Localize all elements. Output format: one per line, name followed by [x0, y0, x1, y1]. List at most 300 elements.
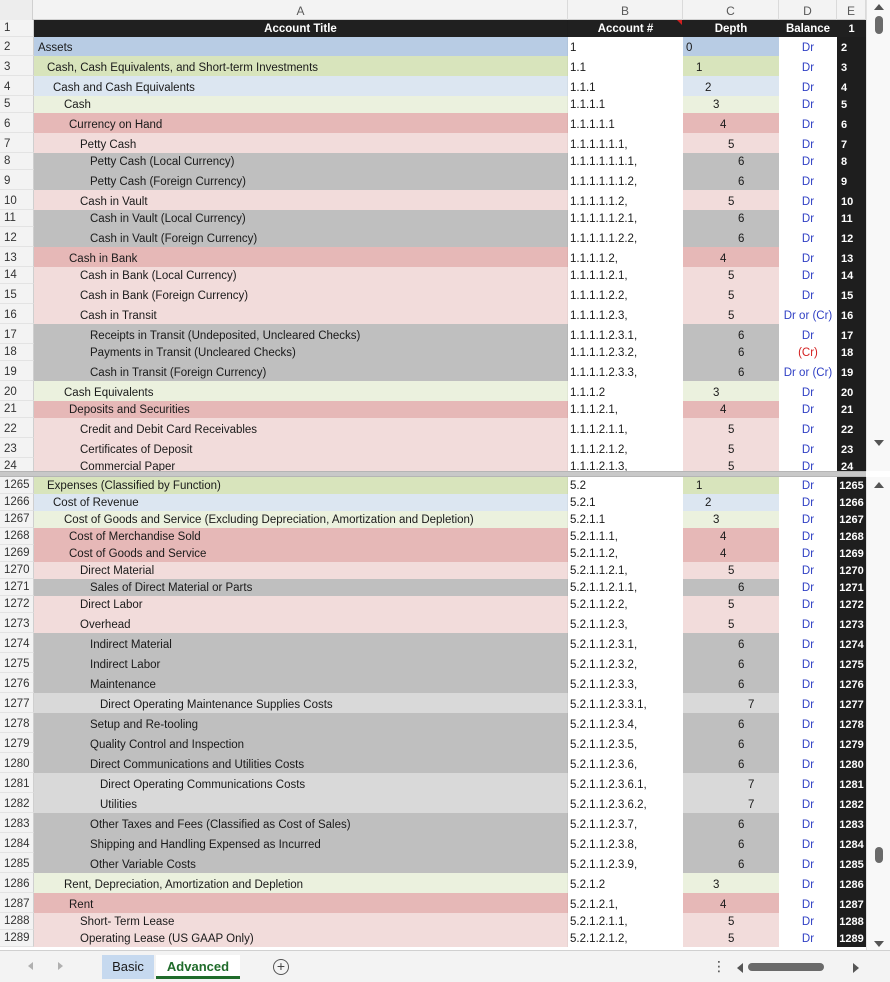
row-number[interactable]: 1276 [0, 673, 34, 693]
balance-cell[interactable]: Dr [779, 113, 837, 133]
account-number-cell[interactable]: 1.1.1.1.1.2.2, [568, 227, 683, 247]
row-index-cell[interactable]: 1278 [837, 713, 866, 733]
balance-cell[interactable]: Dr [779, 247, 837, 267]
account-number-cell[interactable]: 1.1.1.1.1.2.1, [568, 210, 683, 227]
row-number[interactable]: 1287 [0, 893, 34, 913]
account-number-cell[interactable]: 5.2.1.2.1, [568, 893, 683, 913]
row-index-cell[interactable]: 17 [837, 324, 866, 344]
row-number[interactable]: 1285 [0, 853, 34, 873]
row-index-cell[interactable]: 9 [837, 170, 866, 190]
account-number-cell[interactable]: 1.1.1.1.2.3.3, [568, 361, 683, 381]
balance-cell[interactable]: Dr [779, 853, 837, 873]
account-number-cell[interactable]: 5.2.1.1.2.3.3.1, [568, 693, 683, 713]
depth-cell[interactable]: 5 [683, 304, 779, 324]
account-title-cell[interactable]: Cash and Cash Equivalents [34, 76, 568, 96]
depth-cell[interactable]: 5 [683, 438, 779, 458]
account-title-cell[interactable]: Rent, Depreciation, Amortization and Depletion [34, 873, 568, 893]
row-number[interactable]: 1278 [0, 713, 34, 733]
depth-cell[interactable]: 1 [683, 56, 779, 76]
account-title-cell[interactable]: Operating Lease (US GAAP Only) [34, 930, 568, 947]
row-index-cell[interactable]: 3 [837, 56, 866, 76]
depth-cell[interactable]: 4 [683, 401, 779, 418]
account-number-cell[interactable]: 5.2.1.2.1.2, [568, 930, 683, 947]
balance-cell[interactable]: Dr [779, 893, 837, 913]
row-number[interactable]: 1268 [0, 528, 34, 545]
row-number[interactable]: 5 [0, 96, 34, 113]
depth-cell[interactable]: 6 [683, 344, 779, 361]
row-index-cell[interactable]: 1285 [837, 853, 866, 873]
account-number-cell[interactable]: 1.1.1.1.1.1.1, [568, 153, 683, 170]
balance-cell[interactable]: Dr [779, 562, 837, 579]
header-e[interactable]: 1 [837, 20, 866, 37]
header-account-title[interactable]: Account Title [34, 20, 568, 37]
scroll-up-icon[interactable] [874, 4, 884, 10]
row-number[interactable]: 1274 [0, 633, 34, 653]
account-number-cell[interactable]: 5.2.1.1.2.3.8, [568, 833, 683, 853]
row-number[interactable]: 13 [0, 247, 34, 267]
row-number[interactable]: 1279 [0, 733, 34, 753]
balance-cell[interactable]: Dr [779, 613, 837, 633]
row-index-cell[interactable]: 1289 [837, 930, 866, 947]
row-number[interactable]: 9 [0, 170, 34, 190]
account-title-cell[interactable]: Cost of Goods and Service [34, 545, 568, 562]
row-number[interactable]: 3 [0, 56, 34, 76]
balance-cell[interactable]: Dr or (Cr) [779, 361, 837, 381]
row-index-cell[interactable]: 1287 [837, 893, 866, 913]
row-number[interactable]: 6 [0, 113, 34, 133]
balance-cell[interactable]: Dr [779, 773, 837, 793]
add-sheet-icon[interactable]: + [273, 959, 289, 975]
next-sheet-icon[interactable] [58, 962, 63, 970]
row-index-cell[interactable]: 4 [837, 76, 866, 96]
row-number[interactable]: 15 [0, 284, 34, 304]
column-header-e[interactable]: E [837, 0, 866, 20]
account-number-cell[interactable]: 5.2.1.1.2.3.6.1, [568, 773, 683, 793]
balance-cell[interactable]: (Cr) [779, 344, 837, 361]
depth-cell[interactable]: 5 [683, 913, 779, 930]
balance-cell[interactable]: Dr [779, 913, 837, 930]
balance-cell[interactable]: Dr [779, 284, 837, 304]
depth-cell[interactable]: 6 [683, 833, 779, 853]
balance-cell[interactable]: Dr [779, 170, 837, 190]
account-number-cell[interactable]: 1.1.1 [568, 76, 683, 96]
account-title-cell[interactable]: Cash in Vault (Local Currency) [34, 210, 568, 227]
balance-cell[interactable]: Dr [779, 438, 837, 458]
row-number[interactable]: 1286 [0, 873, 34, 893]
column-header-c[interactable]: C [683, 0, 779, 20]
account-number-cell[interactable]: 5.2.1.1.2.3.1, [568, 633, 683, 653]
account-number-cell[interactable]: 1.1.1.1.2.2, [568, 284, 683, 304]
row-index-cell[interactable]: 1283 [837, 813, 866, 833]
row-number[interactable]: 1271 [0, 579, 34, 596]
account-title-cell[interactable]: Petty Cash (Local Currency) [34, 153, 568, 170]
account-number-cell[interactable]: 1.1.1.1.2.1, [568, 267, 683, 284]
balance-cell[interactable]: Dr [779, 324, 837, 344]
account-title-cell[interactable]: Cash Equivalents [34, 381, 568, 401]
prev-sheet-icon[interactable] [28, 962, 33, 970]
header-depth[interactable]: Depth [683, 20, 779, 37]
row-index-cell[interactable]: 1275 [837, 653, 866, 673]
account-title-cell[interactable]: Maintenance [34, 673, 568, 693]
depth-cell[interactable]: 3 [683, 381, 779, 401]
balance-cell[interactable]: Dr [779, 401, 837, 418]
row-index-cell[interactable]: 8 [837, 153, 866, 170]
row-number[interactable]: 11 [0, 210, 34, 227]
depth-cell[interactable]: 4 [683, 528, 779, 545]
account-number-cell[interactable]: 5.2.1.1.2.3.3, [568, 673, 683, 693]
account-title-cell[interactable]: Cash in Bank (Local Currency) [34, 267, 568, 284]
row-number[interactable]: 1273 [0, 613, 34, 633]
depth-cell[interactable]: 6 [683, 153, 779, 170]
account-title-cell[interactable]: Indirect Labor [34, 653, 568, 673]
scroll-left-icon[interactable] [737, 963, 743, 973]
balance-cell[interactable]: Dr [779, 528, 837, 545]
account-number-cell[interactable]: 5.2 [568, 477, 683, 494]
account-number-cell[interactable]: 5.2.1.1.2.3.7, [568, 813, 683, 833]
balance-cell[interactable]: Dr or (Cr) [779, 304, 837, 324]
row-index-cell[interactable]: 2 [837, 37, 866, 56]
account-number-cell[interactable]: 5.2.1.2.1.1, [568, 913, 683, 930]
balance-cell[interactable]: Dr [779, 133, 837, 153]
balance-cell[interactable]: Dr [779, 579, 837, 596]
depth-cell[interactable]: 6 [683, 813, 779, 833]
account-title-cell[interactable]: Cost of Merchandise Sold [34, 528, 568, 545]
account-number-cell[interactable]: 1.1.1.2.1.2, [568, 438, 683, 458]
row-index-cell[interactable]: 1281 [837, 773, 866, 793]
row-index-cell[interactable]: 1268 [837, 528, 866, 545]
balance-cell[interactable]: Dr [779, 210, 837, 227]
account-number-cell[interactable]: 1.1.1.2.1, [568, 401, 683, 418]
depth-cell[interactable]: 6 [683, 733, 779, 753]
account-title-cell[interactable]: Short- Term Lease [34, 913, 568, 930]
account-title-cell[interactable]: Other Taxes and Fees (Classified as Cost of Sales) [34, 813, 568, 833]
row-number[interactable]: 1282 [0, 793, 34, 813]
column-header-d[interactable]: D [779, 0, 837, 20]
row-index-cell[interactable]: 20 [837, 381, 866, 401]
account-number-cell[interactable]: 5.2.1.1.2.3.6, [568, 753, 683, 773]
balance-cell[interactable]: Dr [779, 153, 837, 170]
row-number[interactable]: 17 [0, 324, 34, 344]
account-title-cell[interactable]: Direct Operating Maintenance Supplies Costs [34, 693, 568, 713]
account-number-cell[interactable]: 1.1.1.2 [568, 381, 683, 401]
account-title-cell[interactable]: Shipping and Handling Expensed as Incurred [34, 833, 568, 853]
row-index-cell[interactable]: 18 [837, 344, 866, 361]
row-index-cell[interactable]: 10 [837, 190, 866, 210]
row-number[interactable]: 18 [0, 344, 34, 361]
row-number[interactable]: 4 [0, 76, 34, 96]
scroll-right-icon[interactable] [853, 963, 859, 973]
row-index-cell[interactable]: 1273 [837, 613, 866, 633]
row-number[interactable]: 1283 [0, 813, 34, 833]
account-number-cell[interactable]: 1.1.1.2.1.1, [568, 418, 683, 438]
account-title-cell[interactable]: Expenses (Classified by Function) [34, 477, 568, 494]
account-number-cell[interactable]: 5.2.1.1 [568, 511, 683, 528]
balance-cell[interactable]: Dr [779, 813, 837, 833]
depth-cell[interactable]: 5 [683, 267, 779, 284]
account-number-cell[interactable]: 1.1.1.1.2.3.1, [568, 324, 683, 344]
account-number-cell[interactable]: 1.1.1.1 [568, 96, 683, 113]
balance-cell[interactable]: Dr [779, 733, 837, 753]
row-index-cell[interactable]: 1276 [837, 673, 866, 693]
depth-cell[interactable]: 7 [683, 793, 779, 813]
header-balance[interactable]: Balance [779, 20, 837, 37]
account-title-cell[interactable]: Cash in Bank [34, 247, 568, 267]
row-index-cell[interactable]: 1271 [837, 579, 866, 596]
row-number[interactable]: 7 [0, 133, 34, 153]
depth-cell[interactable]: 6 [683, 753, 779, 773]
row-number[interactable]: 1288 [0, 913, 34, 930]
account-title-cell[interactable]: Cash in Transit [34, 304, 568, 324]
row-number[interactable]: 1267 [0, 511, 34, 528]
account-title-cell[interactable]: Other Variable Costs [34, 853, 568, 873]
account-title-cell[interactable]: Currency on Hand [34, 113, 568, 133]
depth-cell[interactable]: 5 [683, 596, 779, 613]
account-number-cell[interactable]: 1.1 [568, 56, 683, 76]
depth-cell[interactable]: 6 [683, 713, 779, 733]
account-title-cell[interactable]: Cash in Vault (Foreign Currency) [34, 227, 568, 247]
account-title-cell[interactable]: Quality Control and Inspection [34, 733, 568, 753]
account-number-cell[interactable]: 5.2.1.1.2.3.6.2, [568, 793, 683, 813]
account-number-cell[interactable]: 5.2.1.1.2, [568, 545, 683, 562]
balance-cell[interactable]: Dr [779, 653, 837, 673]
row-number[interactable]: 16 [0, 304, 34, 324]
row-index-cell[interactable]: 12 [837, 227, 866, 247]
balance-cell[interactable]: Dr [779, 381, 837, 401]
account-title-cell[interactable]: Petty Cash (Foreign Currency) [34, 170, 568, 190]
row-index-cell[interactable]: 1277 [837, 693, 866, 713]
row-number[interactable]: 1281 [0, 773, 34, 793]
account-number-cell[interactable]: 1.1.1.1.1.1.2, [568, 170, 683, 190]
tab-basic[interactable]: Basic [102, 955, 154, 979]
row-index-cell[interactable]: 1272 [837, 596, 866, 613]
row-number[interactable]: 1275 [0, 653, 34, 673]
balance-cell[interactable]: Dr [779, 418, 837, 438]
depth-cell[interactable]: 5 [683, 458, 779, 471]
balance-cell[interactable]: Dr [779, 545, 837, 562]
account-title-cell[interactable]: Setup and Re-tooling [34, 713, 568, 733]
row-number[interactable]: 22 [0, 418, 34, 438]
depth-cell[interactable]: 6 [683, 853, 779, 873]
account-title-cell[interactable]: Cost of Revenue [34, 494, 568, 511]
depth-cell[interactable]: 5 [683, 284, 779, 304]
row-number[interactable]: 19 [0, 361, 34, 381]
account-number-cell[interactable]: 5.2.1 [568, 494, 683, 511]
account-title-cell[interactable]: Petty Cash [34, 133, 568, 153]
account-title-cell[interactable]: Utilities [34, 793, 568, 813]
balance-cell[interactable]: Dr [779, 873, 837, 893]
depth-cell[interactable]: 7 [683, 693, 779, 713]
balance-cell[interactable]: Dr [779, 56, 837, 76]
row-number[interactable]: 1266 [0, 494, 34, 511]
depth-cell[interactable]: 6 [683, 579, 779, 596]
row-number[interactable]: 1272 [0, 596, 34, 613]
account-title-cell[interactable]: Direct Material [34, 562, 568, 579]
row-number[interactable]: 1277 [0, 693, 34, 713]
row-index-cell[interactable]: 1280 [837, 753, 866, 773]
account-number-cell[interactable]: 5.2.1.1.2.2, [568, 596, 683, 613]
row-number[interactable]: 14 [0, 267, 34, 284]
row-number[interactable]: 1 [0, 20, 34, 37]
account-number-cell[interactable]: 5.2.1.2 [568, 873, 683, 893]
row-number[interactable]: 1280 [0, 753, 34, 773]
depth-cell[interactable]: 3 [683, 511, 779, 528]
account-number-cell[interactable]: 1.1.1.1.1.2, [568, 190, 683, 210]
account-number-cell[interactable]: 5.2.1.1.2.1, [568, 562, 683, 579]
row-number[interactable]: 2 [0, 37, 34, 56]
tab-advanced[interactable]: Advanced [156, 955, 240, 979]
depth-cell[interactable]: 4 [683, 113, 779, 133]
row-index-cell[interactable]: 1265 [837, 477, 866, 494]
row-index-cell[interactable]: 1288 [837, 913, 866, 930]
row-number[interactable]: 8 [0, 153, 34, 170]
depth-cell[interactable]: 2 [683, 76, 779, 96]
balance-cell[interactable]: Dr [779, 633, 837, 653]
row-number[interactable]: 24 [0, 458, 34, 471]
balance-cell[interactable]: Dr [779, 713, 837, 733]
account-title-cell[interactable]: Indirect Material [34, 633, 568, 653]
row-number[interactable]: 1270 [0, 562, 34, 579]
account-title-cell[interactable]: Receipts in Transit (Undeposited, Uncleared Checks) [34, 324, 568, 344]
account-number-cell[interactable]: 5.2.1.1.2.3.2, [568, 653, 683, 673]
account-number-cell[interactable]: 5.2.1.1.1, [568, 528, 683, 545]
depth-cell[interactable]: 1 [683, 477, 779, 494]
row-number[interactable]: 1289 [0, 930, 34, 947]
account-number-cell[interactable]: 1.1.1.1.2.3, [568, 304, 683, 324]
row-index-cell[interactable]: 21 [837, 401, 866, 418]
account-number-cell[interactable]: 5.2.1.1.2.3.5, [568, 733, 683, 753]
depth-cell[interactable]: 6 [683, 673, 779, 693]
row-index-cell[interactable]: 7 [837, 133, 866, 153]
account-title-cell[interactable]: Cost of Goods and Service (Excluding Depreciation, Amortization and Depletion) [34, 511, 568, 528]
row-index-cell[interactable]: 1279 [837, 733, 866, 753]
depth-cell[interactable]: 5 [683, 418, 779, 438]
select-all-corner[interactable] [0, 0, 33, 20]
row-index-cell[interactable]: 19 [837, 361, 866, 381]
row-index-cell[interactable]: 6 [837, 113, 866, 133]
depth-cell[interactable]: 7 [683, 773, 779, 793]
depth-cell[interactable]: 6 [683, 633, 779, 653]
depth-cell[interactable]: 0 [683, 37, 779, 56]
account-title-cell[interactable]: Rent [34, 893, 568, 913]
depth-cell[interactable]: 4 [683, 545, 779, 562]
depth-cell[interactable]: 2 [683, 494, 779, 511]
row-index-cell[interactable]: 1282 [837, 793, 866, 813]
depth-cell[interactable]: 5 [683, 613, 779, 633]
account-title-cell[interactable]: Direct Labor [34, 596, 568, 613]
depth-cell[interactable]: 5 [683, 133, 779, 153]
balance-cell[interactable]: Dr [779, 76, 837, 96]
top-vertical-scrollbar[interactable] [866, 0, 890, 471]
account-number-cell[interactable]: 5.2.1.1.2.3.4, [568, 713, 683, 733]
account-title-cell[interactable]: Direct Communications and Utilities Costs [34, 753, 568, 773]
scroll-down-icon[interactable] [874, 941, 884, 947]
row-index-cell[interactable]: 1267 [837, 511, 866, 528]
column-header-a[interactable]: A [34, 0, 568, 20]
account-title-cell[interactable]: Cash, Cash Equivalents, and Short-term Investments [34, 56, 568, 76]
account-title-cell[interactable]: Deposits and Securities [34, 401, 568, 418]
account-title-cell[interactable]: Assets [34, 37, 568, 56]
balance-cell[interactable]: Dr [779, 494, 837, 511]
account-title-cell[interactable]: Credit and Debit Card Receivables [34, 418, 568, 438]
header-account-number[interactable]: Account # [568, 20, 683, 37]
balance-cell[interactable]: Dr [779, 693, 837, 713]
depth-cell[interactable]: 5 [683, 930, 779, 947]
depth-cell[interactable]: 6 [683, 170, 779, 190]
row-index-cell[interactable]: 15 [837, 284, 866, 304]
account-number-cell[interactable]: 5.2.1.1.2.3.9, [568, 853, 683, 873]
row-number[interactable]: 1284 [0, 833, 34, 853]
depth-cell[interactable]: 5 [683, 190, 779, 210]
row-index-cell[interactable]: 24 [837, 458, 866, 471]
row-index-cell[interactable]: 1270 [837, 562, 866, 579]
row-index-cell[interactable]: 14 [837, 267, 866, 284]
row-number[interactable]: 20 [0, 381, 34, 401]
row-index-cell[interactable]: 23 [837, 438, 866, 458]
depth-cell[interactable]: 3 [683, 873, 779, 893]
account-number-cell[interactable]: 1 [568, 37, 683, 56]
account-title-cell[interactable]: Cash in Bank (Foreign Currency) [34, 284, 568, 304]
row-index-cell[interactable]: 1269 [837, 545, 866, 562]
balance-cell[interactable]: Dr [779, 267, 837, 284]
row-number[interactable]: 1265 [0, 477, 34, 494]
account-number-cell[interactable]: 1.1.1.2.1.3, [568, 458, 683, 471]
account-number-cell[interactable]: 1.1.1.1.2, [568, 247, 683, 267]
balance-cell[interactable]: Dr [779, 511, 837, 528]
row-index-cell[interactable]: 1274 [837, 633, 866, 653]
more-options-icon[interactable]: ⋮ [712, 958, 726, 974]
account-title-cell[interactable]: Commercial Paper [34, 458, 568, 471]
row-index-cell[interactable]: 11 [837, 210, 866, 227]
depth-cell[interactable]: 6 [683, 361, 779, 381]
row-index-cell[interactable]: 13 [837, 247, 866, 267]
row-number[interactable]: 12 [0, 227, 34, 247]
row-index-cell[interactable]: 1284 [837, 833, 866, 853]
scroll-down-icon[interactable] [874, 440, 884, 446]
balance-cell[interactable]: Dr [779, 833, 837, 853]
account-title-cell[interactable]: Certificates of Deposit [34, 438, 568, 458]
balance-cell[interactable]: Dr [779, 596, 837, 613]
account-title-cell[interactable]: Cash in Transit (Foreign Currency) [34, 361, 568, 381]
balance-cell[interactable]: Dr [779, 190, 837, 210]
balance-cell[interactable]: Dr [779, 458, 837, 471]
row-index-cell[interactable]: 1266 [837, 494, 866, 511]
depth-cell[interactable]: 5 [683, 562, 779, 579]
balance-cell[interactable]: Dr [779, 930, 837, 947]
depth-cell[interactable]: 4 [683, 893, 779, 913]
balance-cell[interactable]: Dr [779, 227, 837, 247]
account-title-cell[interactable]: Cash in Vault [34, 190, 568, 210]
balance-cell[interactable]: Dr [779, 37, 837, 56]
account-title-cell[interactable]: Sales of Direct Material or Parts [34, 579, 568, 596]
row-index-cell[interactable]: 5 [837, 96, 866, 113]
scrollbar-thumb[interactable] [875, 847, 883, 863]
row-index-cell[interactable]: 16 [837, 304, 866, 324]
row-index-cell[interactable]: 22 [837, 418, 866, 438]
bottom-vertical-scrollbar[interactable] [866, 477, 890, 950]
row-index-cell[interactable]: 1286 [837, 873, 866, 893]
horizontal-scrollbar-thumb[interactable] [748, 963, 824, 971]
depth-cell[interactable]: 4 [683, 247, 779, 267]
row-number[interactable]: 10 [0, 190, 34, 210]
account-title-cell[interactable]: Cash [34, 96, 568, 113]
account-title-cell[interactable]: Overhead [34, 613, 568, 633]
balance-cell[interactable]: Dr [779, 793, 837, 813]
account-number-cell[interactable]: 1.1.1.1.1.1, [568, 133, 683, 153]
depth-cell[interactable]: 6 [683, 227, 779, 247]
balance-cell[interactable]: Dr [779, 477, 837, 494]
balance-cell[interactable]: Dr [779, 673, 837, 693]
account-number-cell[interactable]: 1.1.1.1.1 [568, 113, 683, 133]
